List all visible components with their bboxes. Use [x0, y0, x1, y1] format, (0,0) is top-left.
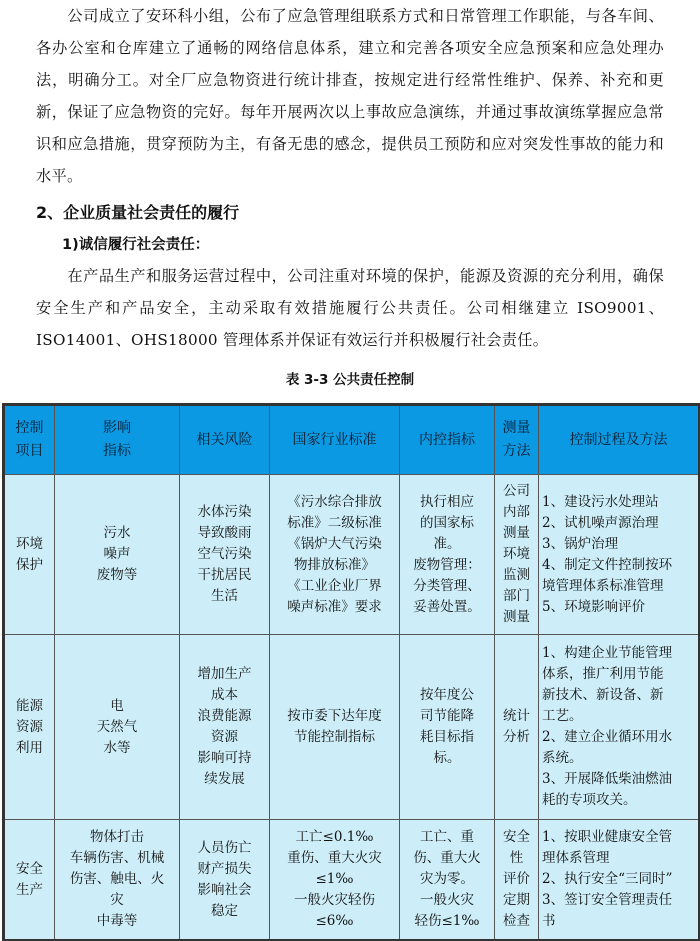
body-paragraph: 在产品生产和服务运营过程中，公司注重对环境的保护，能源及资源的充分利用，确保安全生产和产品安全，主动采取有效措施履行公共责任。公司相继建立 ISO9001、ISO14001、OHS18000 管理体系并保证有效运行并积极履行社会责任。	[36, 267, 664, 349]
cell-line: 噪声	[103, 546, 131, 562]
header-cell	[5, 406, 55, 475]
cell-line: 性	[509, 850, 524, 866]
cell-line: 相关风险	[196, 431, 253, 448]
table-cell	[495, 475, 539, 635]
table-cell	[180, 635, 270, 820]
table-cell	[400, 635, 495, 820]
table-cell	[5, 820, 55, 940]
table-cell	[5, 635, 55, 820]
table-cell	[180, 820, 270, 940]
cell-line: 水等	[103, 739, 131, 756]
cell-line: 部门	[503, 588, 530, 604]
cell-line: 工亡、重	[420, 829, 474, 845]
table-cell	[400, 475, 495, 635]
cell-line: 成本	[211, 687, 238, 703]
cell-line: 1、建设污水处理站	[542, 493, 659, 510]
cell-line: 检查	[503, 913, 530, 929]
cell-line: 车辆伤害、机械	[69, 850, 165, 866]
section-heading: 2、企业质量社会责任的履行	[36, 203, 240, 222]
table-row	[5, 820, 699, 940]
cell-line: 影响可持	[197, 750, 252, 766]
table-cell	[55, 635, 180, 820]
cell-line: 项目	[15, 443, 44, 459]
cell-line: 方法	[502, 443, 531, 459]
cell-line: 重伤、重大火灾	[287, 850, 382, 866]
table-cell	[55, 820, 180, 940]
table-row	[5, 635, 699, 820]
cell-line: 3、签订安全管理责任	[542, 892, 673, 908]
cell-line: 节能控制指标	[294, 729, 375, 745]
cell-line: 准。	[433, 535, 461, 552]
cell-line: 保护	[16, 556, 43, 573]
header-cell	[180, 406, 270, 475]
cell-line: 废物等	[96, 567, 138, 583]
cell-line: 1、构建企业节能管理	[542, 645, 673, 661]
header-cell	[495, 406, 539, 475]
table-caption: 表 3-3 公共责任控制	[285, 372, 415, 388]
cell-line: 分析	[503, 729, 530, 745]
cell-line: 新技术、新设备、新	[542, 687, 664, 703]
cell-line: 评价	[503, 871, 530, 887]
cell-line: 2、试机噪声源治理	[542, 514, 659, 531]
cell-line: 轻伤≤1‰	[414, 913, 480, 929]
cell-line: 伤、重大火	[413, 850, 481, 866]
cell-line: 稳定	[211, 902, 238, 919]
cell-line: 2、建立企业循环用水	[542, 729, 673, 745]
header-cell	[400, 406, 495, 475]
public-responsibility-table	[4, 405, 699, 940]
cell-line: 妥善处置。	[413, 598, 481, 615]
cell-line: 生产	[16, 881, 43, 898]
cell-line: 影响社会	[197, 881, 252, 898]
cell-line: 废物管理：	[413, 556, 481, 573]
cell-line: 指标	[103, 443, 131, 459]
cell-line: 耗的专项攻关。	[542, 792, 637, 808]
cell-line: 资源	[211, 729, 238, 745]
cell-line: 工亡≤0.1‰	[295, 829, 374, 845]
cell-line: 耗目标指	[420, 729, 474, 745]
cell-line: 噪声标准》要求	[287, 598, 382, 615]
table-cell	[539, 475, 699, 635]
table-cell	[180, 475, 270, 635]
cell-line: 标。	[433, 750, 461, 766]
cell-line: 导致酸雨	[197, 525, 252, 541]
cell-line: 天然气	[96, 718, 138, 735]
cell-line: 测量	[503, 525, 530, 541]
cell-line: 境管理体系标准管理	[542, 577, 664, 594]
cell-line: 测量	[502, 420, 531, 436]
table-row	[5, 475, 699, 635]
cell-line: 系统。	[542, 750, 583, 766]
cell-line: 3、开展降低柴油燃油	[542, 771, 673, 787]
cell-line: 干扰居民	[197, 567, 252, 583]
cell-line: 理体系管理	[542, 850, 610, 866]
cell-line: 测量	[503, 609, 530, 625]
cell-line: 环境	[503, 546, 530, 562]
cell-line: 一般火灾轻伤	[294, 892, 375, 908]
cell-line: 财产损失	[197, 860, 252, 877]
cell-line: 灾为零。	[420, 871, 474, 887]
table-cell	[270, 475, 400, 635]
cell-line: 浪费能源	[197, 708, 252, 724]
cell-line: 执行相应	[420, 493, 474, 510]
cell-line: 国家行业标准	[292, 431, 377, 448]
intro-paragraph: 公司成立了安环科小组，公布了应急管理组联系方式和日常管理工作职能，与各车间、各办公室和仓库建立了通畅的网络信息体系，建立和完善各项安全应急预案和应急处理办法，明确分工。对全厂应急物资进行统计排查，按规定进行经常性维护、保养、补充和更新，保证了应急物资的完好。每年开展两次以上事故应急演练，并通过事故演练掌握应急常识和应急措施，贯穿预防为主，有备无患的感念，提供员工预防和应对突发性事故的能力和水平。	[36, 7, 664, 185]
cell-line: 《工业企业厂界	[287, 577, 382, 594]
cell-line: 控制过程及方法	[569, 431, 668, 448]
cell-line: 标准》二级标准	[287, 514, 382, 531]
cell-line: 书	[542, 913, 556, 929]
cell-line: 内部	[503, 504, 530, 520]
cell-line: 一般火灾	[420, 892, 474, 908]
header-cell	[270, 406, 400, 475]
table-header-row	[5, 406, 699, 475]
cell-line: 内控指标	[419, 431, 475, 448]
cell-line: 安全	[16, 860, 43, 877]
table-cell	[270, 635, 400, 820]
cell-line: 环境	[16, 535, 43, 552]
cell-line: ≤1‰	[315, 871, 354, 887]
cell-line: 污水	[103, 525, 131, 541]
cell-line: 体系，推广利用节能	[542, 666, 664, 682]
header-cell	[55, 406, 180, 475]
cell-line: 工艺。	[542, 708, 583, 724]
cell-line: 增加生产	[197, 666, 252, 682]
cell-line: 按年度公	[420, 687, 474, 703]
cell-line: 1、按职业健康安全管	[542, 829, 673, 845]
cell-line: 续发展	[204, 771, 245, 787]
cell-line: 伤害、触电、火	[69, 871, 165, 887]
cell-line: 安全	[503, 829, 530, 845]
cell-line: 水体污染	[197, 504, 252, 520]
cell-line: 生活	[211, 588, 238, 604]
table-cell	[400, 820, 495, 940]
subsection-heading: 1)诚信履行社会责任：	[62, 237, 210, 253]
cell-line: 人员伤亡	[197, 839, 252, 856]
table-cell	[5, 475, 55, 635]
cell-line: 监测	[503, 567, 530, 583]
table-cell	[270, 820, 400, 940]
cell-line: 影响	[103, 420, 131, 436]
cell-line: 中毒等	[96, 913, 138, 929]
cell-line: 4、制定文件控制按环	[542, 556, 673, 573]
cell-line: 物排放标准》	[294, 556, 375, 573]
cell-line: 《锅炉大气污染	[287, 535, 382, 552]
cell-line: 空气污染	[197, 546, 252, 562]
cell-line: 的国家标	[420, 514, 474, 531]
cell-line: 公司	[503, 483, 530, 499]
cell-line: 控制	[15, 420, 44, 436]
cell-line: 司节能降	[420, 708, 474, 724]
table-cell	[539, 635, 699, 820]
cell-line: 5、环境影响评价	[542, 598, 646, 615]
table-cell	[495, 820, 539, 940]
cell-line: ≤6‰	[315, 913, 354, 929]
cell-line: 2、执行安全“三同时”	[542, 871, 673, 887]
cell-line: 定期	[503, 892, 530, 908]
table-cell	[539, 820, 699, 940]
cell-line: 电	[110, 697, 124, 714]
cell-line: 能源	[16, 697, 43, 714]
table-cell	[495, 635, 539, 820]
cell-line: 利用	[16, 739, 43, 756]
cell-line: 3、锅炉治理	[542, 535, 619, 552]
cell-line: 《污水综合排放	[287, 493, 382, 510]
cell-line: 资源	[16, 718, 43, 735]
cell-line: 灾	[110, 892, 124, 908]
header-cell	[539, 406, 699, 475]
cell-line: 物体打击	[90, 829, 144, 845]
cell-line: 统计	[503, 708, 530, 724]
cell-line: 按市委下达年度	[287, 708, 382, 724]
cell-line: 分类管理、	[413, 577, 481, 594]
table-cell	[55, 475, 180, 635]
